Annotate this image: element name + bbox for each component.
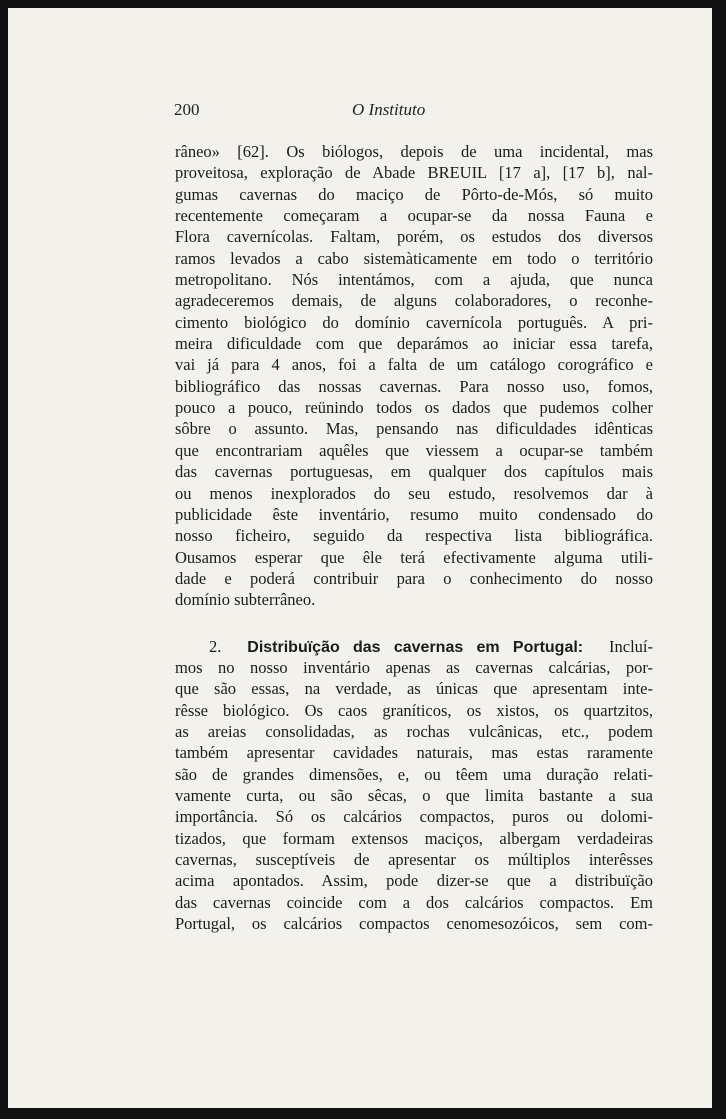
- text-line: publicidade êste inventário, resumo muito condensado do: [175, 504, 653, 524]
- text-line: ou menos inexplorados do seu estudo, resolvemos dar à: [175, 483, 653, 503]
- body-text: [175, 141, 653, 934]
- text-line: recentemente começaram a ocupar-se da nossa Fauna e: [175, 206, 653, 226]
- text-line: também apresentar cavidades naturais, mas estas raramente: [175, 743, 653, 763]
- book-page: [8, 8, 712, 1108]
- text-line: gumas cavernas do maciço de Pôrto-de-Mós, só muito: [175, 184, 653, 204]
- text-line: das cavernas coincide com a dos calcários compactos. Em: [175, 892, 653, 912]
- text-line: agradeceremos demais, de alguns colaboradores, o reconhe-: [175, 291, 653, 311]
- text-line: metropolitano. Nós intentámos, com a ajuda, que nunca: [175, 270, 653, 290]
- text-line: vai já para 4 anos, foi a falta de um catálogo corográfico e: [175, 355, 653, 375]
- text-line: são de grandes dimensões, e, ou têem uma duração relati-: [175, 764, 653, 784]
- text-line: que encontrariam aquêles que viessem a ocupar-se também: [175, 440, 653, 460]
- text-line: nosso ficheiro, seguido da respectiva lista bibliográfica.: [175, 526, 653, 546]
- paragraph-1: [175, 141, 653, 611]
- text-line: importância. Só os calcários compactos, puros ou dolomi-: [175, 807, 653, 827]
- text-line: rêsse biológico. Os caos graníticos, os xistos, os quartzitos,: [175, 700, 653, 720]
- running-head: [174, 100, 654, 120]
- text-line: Portugal, os calcários compactos cenomesozóicos, sem com-: [175, 914, 653, 934]
- text-line: cavernas, susceptíveis de apresentar os múltiplos interêsses: [175, 850, 653, 869]
- text-line: mos no nosso inventário apenas as cavernas calcárias, por-: [175, 657, 653, 677]
- text-line: domínio subterrâneo.: [175, 590, 316, 610]
- text-line: Flora cavernícolas. Faltam, porém, os estudos dos diversos: [175, 227, 653, 247]
- text-line: râneo» [62]. Os biólogos, depois de uma incidental, mas: [175, 142, 653, 161]
- text-line: tizados, que formam extensos maciços, albergam verdadeiras: [175, 828, 653, 848]
- section-heading-line: [175, 636, 653, 657]
- text-line: Ousamos esperar que êle terá efectivamente alguma utili-: [175, 547, 653, 567]
- text-line: ramos levados a cabo sistemàticamente em todo o território: [175, 248, 653, 268]
- text-line: acima apontados. Assim, pode dizer-se que a distribuïção: [175, 871, 653, 891]
- section-number: 2.: [209, 636, 222, 656]
- text-line: sôbre o assunto. Mas, pensando nas dificuldades idênticas: [175, 419, 653, 439]
- page-number: 200: [174, 100, 200, 119]
- text-line: dade e poderá contribuir para o conhecimento do nosso: [175, 568, 653, 588]
- text-line: meira dificuldade com que deparámos ao iniciar essa tarefa,: [175, 334, 653, 354]
- text-line: vamente curta, ou são sêcas, o que limita bastante a sua: [175, 785, 653, 805]
- text-line: bibliográfico das nossas cavernas. Para nosso uso, fomos,: [175, 376, 653, 396]
- section-heading: Distribuïção das cavernas em Portugal:: [247, 638, 584, 656]
- section-first-line-text: Incluí-: [609, 636, 654, 656]
- text-line: que são essas, na verdade, as únicas que apresentam inte-: [175, 679, 653, 699]
- paragraph-2: [175, 636, 653, 935]
- text-line: pouco a pouco, reünindo todos os dados que pudemos colher: [175, 398, 653, 418]
- journal-title: O Instituto: [352, 100, 426, 119]
- text-line: das cavernas portuguesas, em qualquer dos capítulos mais: [175, 462, 653, 482]
- text-line: proveitosa, exploração de Abade BREUIL [17 a], [17 b], nal-: [175, 163, 653, 183]
- text-line: as areias consolidadas, as rochas vulcânicas, etc., podem: [175, 721, 653, 741]
- text-line: cimento biológico do domínio cavernícola português. A pri-: [175, 312, 653, 332]
